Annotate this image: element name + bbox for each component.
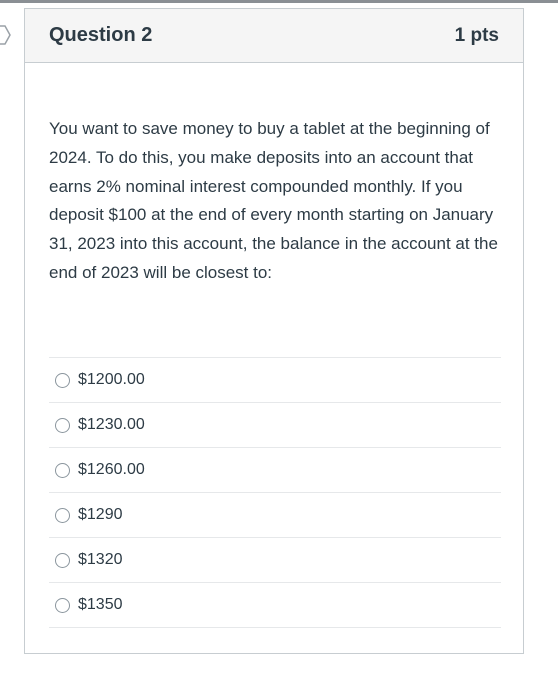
answer-option-3[interactable] — [49, 448, 501, 493]
answer-list — [49, 357, 501, 628]
answer-label: $1260.00 — [78, 461, 145, 478]
radio-button[interactable] — [55, 508, 70, 523]
answer-option-6[interactable] — [49, 583, 501, 628]
answer-label: $1200.00 — [78, 371, 145, 388]
question-header — [25, 9, 523, 63]
question-text: You want to save money to buy a tablet at the beginning of 2024. To do this, you make deposits into an account that earns 2% nominal interest compounded monthly. If you deposit $100 at the end of every month starting on January 31, 2023 into this account, the balance in the account at the end of 2023 will be closest to: — [49, 119, 498, 282]
answer-label: $1230.00 — [78, 416, 145, 433]
radio-button[interactable] — [55, 463, 70, 478]
top-border — [0, 0, 558, 3]
question-card — [24, 8, 524, 654]
radio-button[interactable] — [55, 553, 70, 568]
answer-option-4[interactable] — [49, 493, 501, 538]
radio-button[interactable] — [55, 373, 70, 388]
question-points: 1 pts — [454, 24, 499, 46]
answer-option-1[interactable] — [49, 358, 501, 403]
radio-button[interactable] — [55, 598, 70, 613]
answer-option-2[interactable] — [49, 403, 501, 448]
question-marker-icon — [0, 24, 12, 46]
answer-option-5[interactable] — [49, 538, 501, 583]
question-title: Question 2 — [49, 24, 153, 46]
answer-label: $1350 — [78, 596, 123, 613]
radio-button[interactable] — [55, 418, 70, 433]
answer-label: $1320 — [78, 551, 123, 568]
answer-label: $1290 — [78, 506, 123, 523]
